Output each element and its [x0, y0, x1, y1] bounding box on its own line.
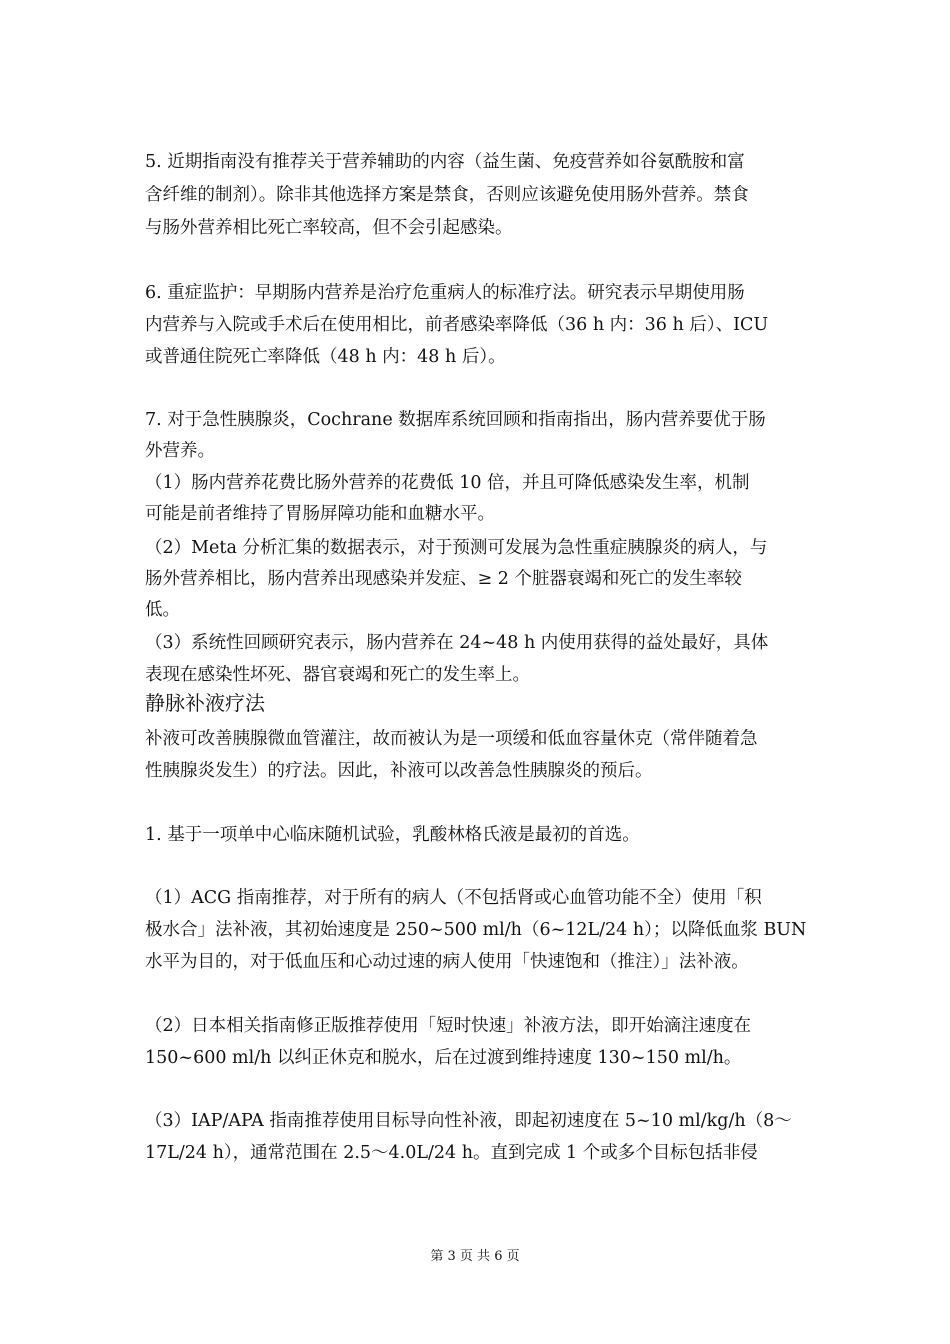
paragraph-6-line: 内营养与入院或手术后在使用相比，前者感染率降低（36 h 内：36 h 后）、ICU [145, 315, 769, 335]
paragraph-7-line: 表现在感染性坏死、器官衰竭和死亡的发生率上。 [145, 665, 530, 685]
page-number-footer: 第 3 页 共 6 页 [430, 1249, 520, 1264]
paragraph-7-line: 外营养。 [145, 441, 215, 461]
fluid-item-1b-line: （2）日本相关指南修正版推荐使用「短时快速」补液方法，即开始滴注速度在 [145, 1016, 752, 1036]
paragraph-7-line: （3）系统性回顾研究表示，肠内营养在 24~48 h 内使用获得的益处最好，具体 [145, 633, 769, 653]
paragraph-7-line: 7. 对于急性胰腺炎，Cochrane 数据库系统回顾和指南指出，肠内营养要优于肠 [145, 410, 766, 430]
fluid-item-1a-line: 极水合」法补液，其初始速度是 250~500 ml/h（6~12L/24 h）；以降低血浆 BUN [145, 920, 807, 940]
paragraph-7-line: 可能是前者维持了胃肠屏障功能和血糖水平。 [145, 504, 495, 524]
paragraph-7-line: （2）Meta 分析汇集的数据表示，对于预测可发展为急性重症胰腺炎的病人，与 [145, 538, 768, 558]
paragraph-7-line: 低。 [145, 600, 180, 620]
paragraph-7-line: （1）肠内营养花费比肠外营养的花费低 10 倍，并且可降低感染发生率，机制 [145, 473, 750, 493]
section-heading: 静脉补液疗法 [145, 691, 265, 715]
intro-paragraph-line: 性胰腺炎发生）的疗法。因此，补液可以改善急性胰腺炎的预后。 [145, 761, 653, 781]
paragraph-5-line: 5. 近期指南没有推荐关于营养辅助的内容（益生菌、免疫营养如谷氨酰胺和富 [145, 152, 745, 172]
fluid-item-1c-line: 17L/24 h），通常范围在 2.5～4.0L/24 h。直到完成 1 个或多个目标包括非侵 [145, 1143, 758, 1163]
paragraph-6-line: 或普通住院死亡率降低（48 h 内：48 h 后）。 [145, 347, 506, 367]
paragraph-6-line: 6. 重症监护：早期肠内营养是治疗危重病人的标准疗法。研究表示早期使用肠 [145, 283, 745, 303]
fluid-item-1a-line: （1）ACG 指南推荐，对于所有的病人（不包括肾或心血管功能不全）使用「积 [145, 888, 762, 908]
paragraph-5-line: 与肠外营养相比死亡率较高，但不会引起感染。 [145, 218, 513, 238]
fluid-item-1: 1. 基于一项单中心临床随机试验，乳酸林格氏液是最初的首选。 [145, 825, 640, 845]
fluid-item-1a-line: 水平为目的，对于低血压和心动过速的病人使用「快速饱和（推注）」法补液。 [145, 952, 749, 972]
intro-paragraph-line: 补液可改善胰腺微血管灌注，故而被认为是一项缓和低血容量休克（常伴随着急 [145, 729, 758, 749]
fluid-item-1b-line: 150~600 ml/h 以纠正休克和脱水，后在过渡到维持速度 130~150 ml/h。 [145, 1048, 742, 1068]
paragraph-7-line: 肠外营养相比，肠内营养出现感染并发症、≥ 2 个脏器衰竭和死亡的发生率较 [145, 569, 742, 589]
fluid-item-1c-line: （3）IAP/APA 指南推荐使用目标导向性补液，即起初速度在 5~10 ml/kg/h（8～ [145, 1111, 792, 1131]
paragraph-5-line: 含纤维的制剂）。除非其他选择方案是禁食，否则应该避免使用肠外营养。禁食 [145, 185, 749, 205]
